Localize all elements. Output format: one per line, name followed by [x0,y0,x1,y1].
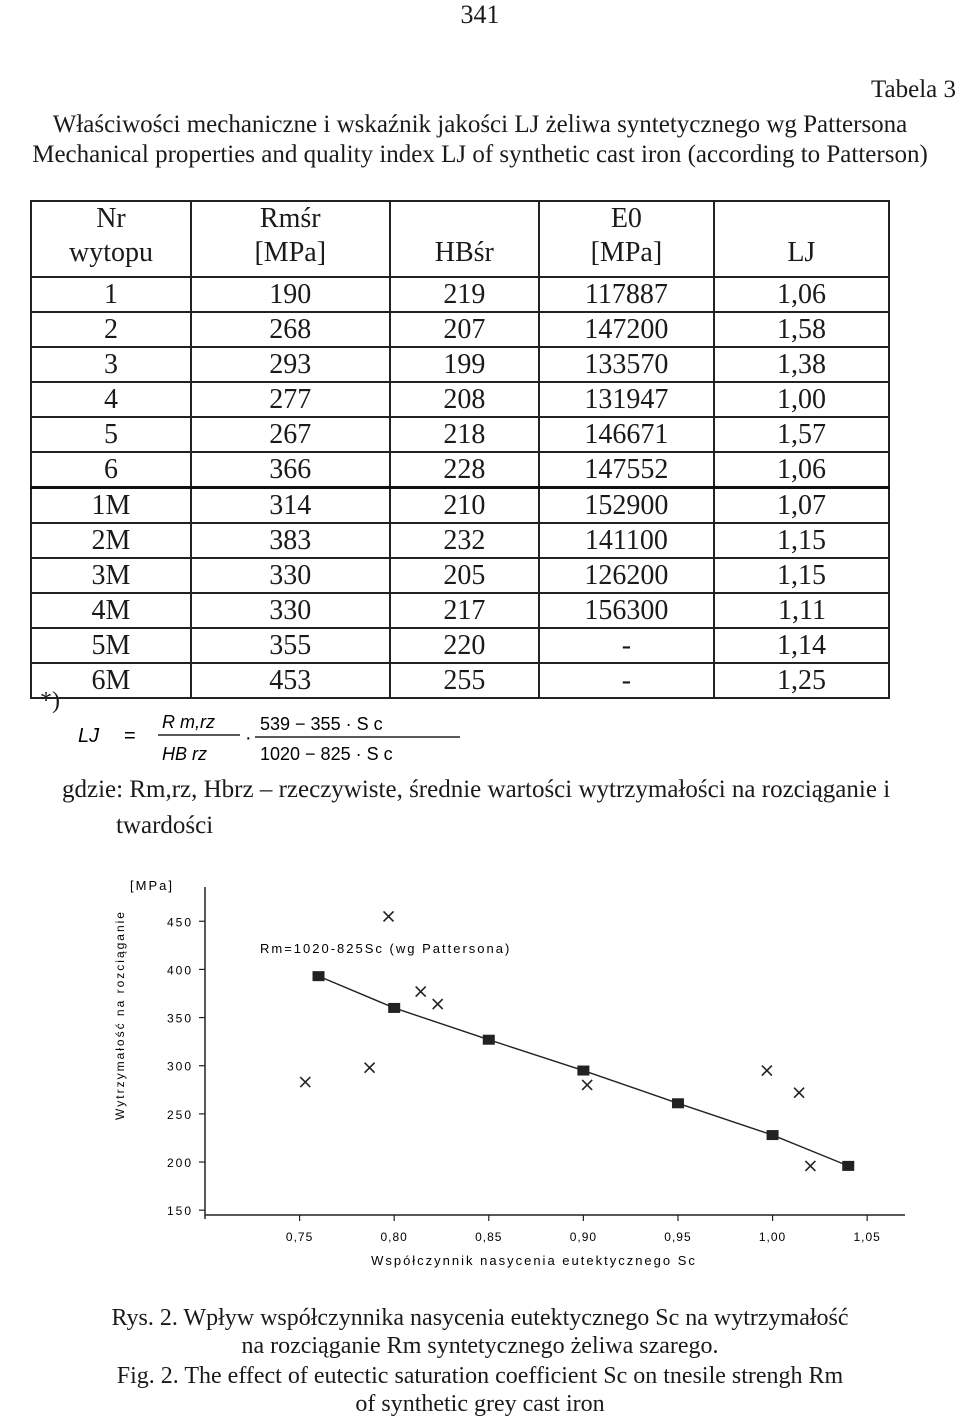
table-cell: 293 [191,347,390,382]
cross-marker [794,1088,804,1098]
header-rm: Rmśr [MPa] [191,201,390,277]
formula-den1: HB rz [162,744,207,764]
x-tick-label: 0,95 [664,1230,692,1244]
table-cell: 1,00 [714,382,889,417]
table-row [31,523,889,558]
table-row [31,558,889,593]
table-cell: 2 [31,312,191,347]
table-cell: 126200 [539,558,714,593]
y-tick-label: 250 [166,1107,193,1122]
table-cell: 6M [31,663,191,698]
table-cell: 232 [390,523,540,558]
cross-marker [384,911,394,921]
y-tick-label: 200 [166,1156,193,1171]
chart-ylabel: Wytrzymałość na rozciąganie [113,910,127,1120]
header-e0: E0 [MPa] [539,201,714,277]
square-marker [577,1066,589,1076]
cross-marker [582,1080,592,1090]
table-header-row [31,201,889,277]
table-cell: 277 [191,382,390,417]
table-cell: 1,07 [714,488,889,524]
table-cell: 1,06 [714,452,889,488]
table-cell: 199 [390,347,540,382]
note-line-2: twardości [116,812,214,839]
table-cell: 268 [191,312,390,347]
table-cell: 4 [31,382,191,417]
table-cell: 453 [191,663,390,698]
table-cell: 5M [31,628,191,663]
table-cell: 3 [31,347,191,382]
properties-table [30,200,890,699]
table-cell: 207 [390,312,540,347]
formula-num2: 539 − 355 · S c [260,714,383,734]
formula-dot: · [245,727,252,749]
formula-den2: 1020 − 825 · S c [260,744,393,764]
table-caption-pl: Właściwości mechaniczne i wskaźnik jakości LJ żeliwa syntetycznego wg Pattersona [52,111,908,138]
table-cell: 205 [390,558,540,593]
table-cell: 217 [390,593,540,628]
table-cell: 1 [31,277,191,312]
chart-xlabel: Współczynnik nasycenia eutektycznego Sc [371,1253,697,1268]
table-cell: 131947 [539,382,714,417]
cross-marker [805,1161,815,1171]
table-cell: 208 [390,382,540,417]
table-cell: 383 [191,523,390,558]
figure-caption-pl-2: na rozciąganie Rm syntetycznego żeliwa szarego. [241,1333,719,1359]
figure-caption-en-1: Fig. 2. The effect of eutectic saturation coefficient Sc on tnesile strengh Rm [116,1363,844,1389]
table-row [31,593,889,628]
chart-annotation: Rm=1020-825Sc (wg Pattersona) [260,941,512,956]
table-row [31,628,889,663]
table-cell: 330 [191,558,390,593]
x-tick-label: 0,75 [285,1230,314,1244]
formula-num1: R m,rz [162,712,215,732]
table-cell: 3M [31,558,191,593]
y-tick-label: 350 [166,1011,193,1026]
cross-marker [416,987,426,997]
table-cell: 366 [191,452,390,488]
x-tick-label: 0,90 [569,1230,598,1244]
note-line-1: gdzie: Rm,rz, Hbrz – rzeczywiste, średnie wartości wytrzymałości na rozciąganie i [62,776,891,803]
table-cell: 5 [31,417,191,452]
table-cell: 218 [390,417,540,452]
table-cell: 1,58 [714,312,889,347]
x-tick-label: 1,00 [758,1230,787,1244]
footnote-mark: *) [40,688,60,714]
table-cell: 146671 [539,417,714,452]
table-cell: 1M [31,488,191,524]
table-cell: 355 [191,628,390,663]
cross-marker [762,1066,772,1076]
figure-caption-pl-1: Rys. 2. Wpływ współczynnika nasycenia eutektycznego Sc na wytrzymałość [111,1305,849,1331]
y-tick-label: 450 [166,915,193,930]
header-nr: Nr wytopu [31,201,191,277]
table-row [31,382,889,417]
x-tick-label: 0,85 [475,1230,503,1244]
square-marker [388,1003,400,1013]
square-marker [483,1035,495,1045]
table-cell: 220 [390,628,540,663]
strength-chart [0,860,960,1290]
table-row [31,277,889,312]
table-cell: 156300 [539,593,714,628]
table-cell: 330 [191,593,390,628]
cross-marker [300,1077,310,1087]
table-row [31,663,889,698]
table-cell: 210 [390,488,540,524]
table-cell: 228 [390,452,540,488]
table-cell: 190 [191,277,390,312]
cross-marker [365,1063,375,1073]
x-tick-label: 1,05 [853,1230,881,1244]
square-marker [842,1161,854,1171]
table-cell: 1,25 [714,663,889,698]
table-cell: 1,15 [714,558,889,593]
table-cell: 133570 [539,347,714,382]
table-cell: 1,14 [714,628,889,663]
table-row [31,452,889,488]
x-tick-label: 0,80 [380,1230,408,1244]
formula-note [62,772,922,844]
square-marker [313,971,325,981]
table-cell: 147200 [539,312,714,347]
y-tick-label: 150 [166,1204,193,1219]
formula-equals: = [124,725,136,747]
table-cell: - [539,628,714,663]
table-cell: - [539,663,714,698]
table-cell: 141100 [539,523,714,558]
table-cell: 1,06 [714,277,889,312]
table-cell: 2M [31,523,191,558]
figure-caption-en-2: of synthetic grey cast iron [355,1391,605,1417]
table-row [31,417,889,452]
table-cell: 147552 [539,452,714,488]
square-marker [672,1098,684,1108]
cross-marker [433,999,443,1009]
page-number: 341 [460,0,500,29]
table-cell: 219 [390,277,540,312]
lj-formula [40,700,540,770]
table-cell: 4M [31,593,191,628]
header-lj: LJ [714,201,889,277]
formula-lhs: LJ [78,725,100,747]
table-cell: 6 [31,452,191,488]
table-cell: 1,11 [714,593,889,628]
y-tick-label: 400 [166,963,193,978]
table-cell: 1,38 [714,347,889,382]
table-label: Tabela 3 [870,76,956,103]
table-cell: 117887 [539,277,714,312]
table-cell: 1,15 [714,523,889,558]
table-cell: 1,57 [714,417,889,452]
square-marker [767,1130,779,1140]
table-cell: 314 [191,488,390,524]
table-cell: 267 [191,417,390,452]
table-row [31,347,889,382]
table-cell: 255 [390,663,540,698]
y-tick-label: 300 [166,1059,193,1074]
table-body [31,277,889,698]
table-caption-en: Mechanical properties and quality index LJ of synthetic cast iron (according to Patterson) [32,141,928,168]
table-cell: 152900 [539,488,714,524]
chart-yunit: [MPa] [130,878,174,893]
table-row [31,312,889,347]
table-row [31,488,889,524]
header-hb: HBśr [390,201,540,277]
